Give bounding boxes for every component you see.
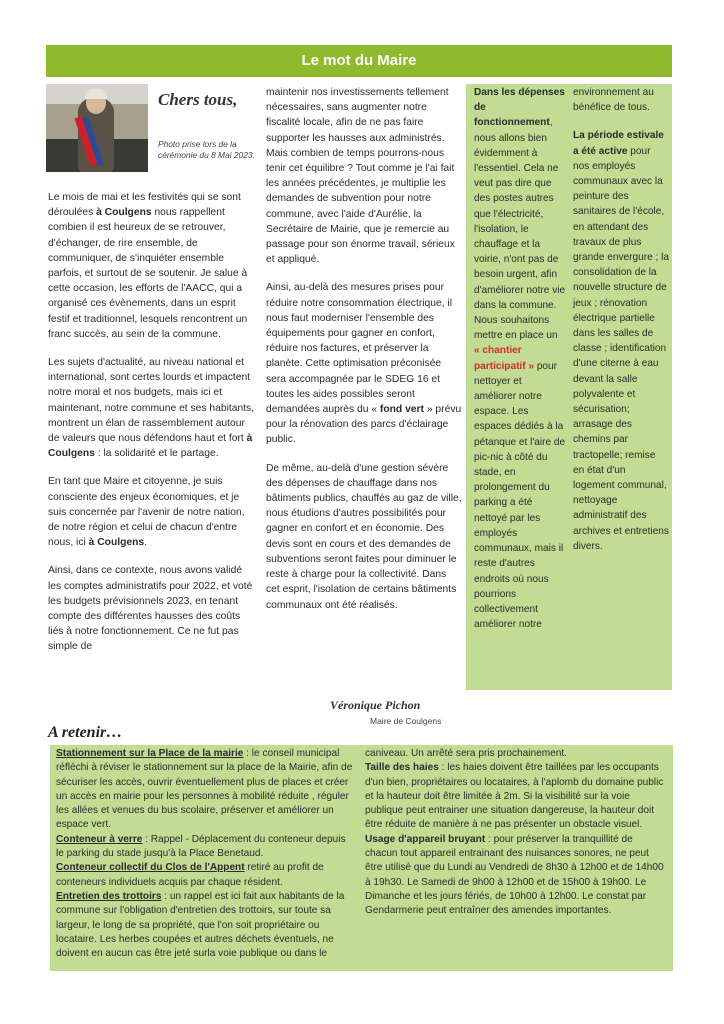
notice: Stationnement sur la Place de la mairie : le conseil municipal réfléchi à réviser le stationnement sur la place de la Mairie, afin de sécuriser les accès, ouvrir éventuellement plus de places et créer un accès en mairie pour les personnes à mobilité réduite , réguler les allées et venues du bus scolaire, préserver et améliorer un espace vert. <box>56 748 353 831</box>
retenir-title: A retenir… <box>48 724 123 741</box>
highlight-text: « chantier participatif » <box>474 345 535 372</box>
column-2 <box>266 85 462 626</box>
notice: Entretien des trottoirs : un rappel est ici fait aux habitants de la commune sur l'obligation d'entretien des trottoirs, sur toute sa largeur, le long de sa propriété, que l'on soit propriétaire ou locataire. Les herbes coupées et autres déchets éventuels, ne doivent en aucun cas être jeté surla voie publique ou dans le <box>56 890 345 960</box>
notice: Conteneur collectif du Clos de l'Appent retiré au profit de conteneurs individuels acquis par chaque résident. <box>56 862 324 888</box>
signature-role: Maire de Coulgens <box>370 716 442 726</box>
retenir-column-2 <box>365 747 667 919</box>
retenir-column-1 <box>56 747 356 961</box>
signature-name: Véronique Pichon <box>330 698 421 712</box>
notice: Taille des haies : les haies doivent être taillées par les occupants d'un bien, propriétaires ou locataires, à l'aplomb du domaine public et la hauteur doit être limitée à 2m. Si la visibilité sur la voie publique peut entrainer une situation dangereuse, la hauteur doit être réduite de manière à ne pas présenter un obstacle visuel. <box>365 762 664 831</box>
box-column-2: environnement au bénéfice de tous. La période estivale a été active pour nos employés communaux avec la peinture des sanitaires de l'école, en attendant des travaux de plus grande envergure ; la consolidation de la nouvelle structure de jeux ; rénovation électrique partielle dans les salles de classe ; identification d'une citerne à eau devant la salle polyvalente et sécurisation; arrasage des chemins par tractopelle; remise en état d'un logement communal, nettoyage administratif des archives et entretiens divers. <box>573 87 669 552</box>
section-title: Le mot du Maire <box>301 52 417 69</box>
notice: caniveau. Un arrêté sera pris prochainement. <box>365 748 567 759</box>
paragraph: Ainsi, au-delà des mesures prises pour réduire notre consommation électrique, il nous faut moderniser l'ensemble des équipements pour gagner en confort, réduire nos factures, et préserver la planète. Cette optimisation préconisée sera accompagnée par le SDEG 16 et toutes les aides possibles seront demandées auprès du « fond vert » prévu pour la rénovation des parcs d'éclairage public. <box>266 282 462 446</box>
notice: Usage d'appareil bruyant : pour préserver la tranquillité de chacun tout appareil entrainant des nuisances sonores, ne peut être utilisé que du Lundi au Vendredi de 8h30 à 12h00 et de 14h00 à 19h30. Le Samedi de 9h00 à 12h00 et de 15h00 à 19h00. Le Dimanche et les jours fériés, de 10h00 à 12h00. Le constat par Gendarmerie peut entraîner des amendes importantes. <box>365 833 664 917</box>
greeting: Chers tous, <box>158 90 238 109</box>
box-column-1: Dans les dépenses de fonctionnement, nous allons bien évidemment à l'essentiel. Cela ne veut pas dire que des postes autres que l'électricité, l'isolation, le chauffage et la voirie, n'ont pas de besoin urgent, afin d'améliorer notre vie dans la commune. Nous souhaitons mettre en place un « chantier participatif » pour nettoyer et améliorer notre espace. Les espaces dédiés à la pétanque et l'aire de pic-nic à côté du stade, en prolongement du parking a été nettoyé par les employés communaux, mais il reste d'autres endroits où nous pourrions collectivement améliorer notre <box>474 87 566 631</box>
notice: Conteneur à verre : Rappel - Déplacement du conteneur depuis le parking du stade jusqu'à la Place Benetaud. <box>56 833 346 860</box>
paragraph: Le mois de mai et les festivités qui se sont déroulées à Coulgens nous rappellent combien il est heureux de se retrouver, d'échanger, de rire ensemble, de communiquer, de s'inquiéter ensemble parfois, et surtout de se soutenir. Je salue à cette occasion, les efforts de l'AACC, qui a organisé ces évènements, dans un esprit festif et traditionnel, lesquels rencontrent un franc succès, au sein de la commune. <box>48 192 248 340</box>
paragraph: maintenir nos investissements tellement nécessaires, sans augmenter notre fiscalité locale, afin de ne pas faire supporter les hausses aux administrés. Mais combien de temps pourrons-nous tenir cet équilibre ? Tout comme je l'ai fait les années précédentes, je multiplie les demandes de subvention pour notre commune, avec l'aide d'Aurélie, la Secrétaire de Mairie, que je remercie au passage pour son énorme travail, sérieux et appliqué. <box>266 87 455 266</box>
section-title-banner <box>46 45 672 77</box>
paragraph: De même, au-delà d'une gestion sévère des dépenses de chauffage dans nos bâtiments publics, chauffés au gaz de ville, nous étudions d'autres possibilités pour gagner en confort et en économie. Des devis sont en cours et des demandes de subventions seront faites pour diminuer le reste à charge pour la collectivité. Dans cet esprit, l'isolation de certains bâtiments communaux ont été réalisés. <box>266 462 462 611</box>
paragraph: Les sujets d'actualité, au niveau national et international, sont certes lourds et impactent notre moral et nos budgets, mais ici et maintenant, notre commune et ses habitants, montrent un élan de rassemblement autour de valeurs que nous défendons haut et fort à Coulgens : la solidarité et le partage. <box>48 357 255 460</box>
mayor-photo <box>46 84 148 172</box>
paragraph: Ainsi, dans ce contexte, nous avons validé les comptes administratifs pour 2022, et voté les budgets prévisionnels 2023, en tenant compte des différentes hausses des coûts liés à notre fonctionnement. Ce ne fut pas simple de <box>48 565 253 653</box>
column-1 <box>48 190 256 668</box>
photo-caption: Photo prise lors de la cérémonie du 8 Mai 2023. <box>158 139 255 160</box>
paragraph: En tant que Maire et citoyenne, je suis consciente des enjeux économiques, et je suis concernée par l'avenir de notre nation, de notre région et celui de chacun d'entre nous, ici à Coulgens. <box>48 476 245 549</box>
